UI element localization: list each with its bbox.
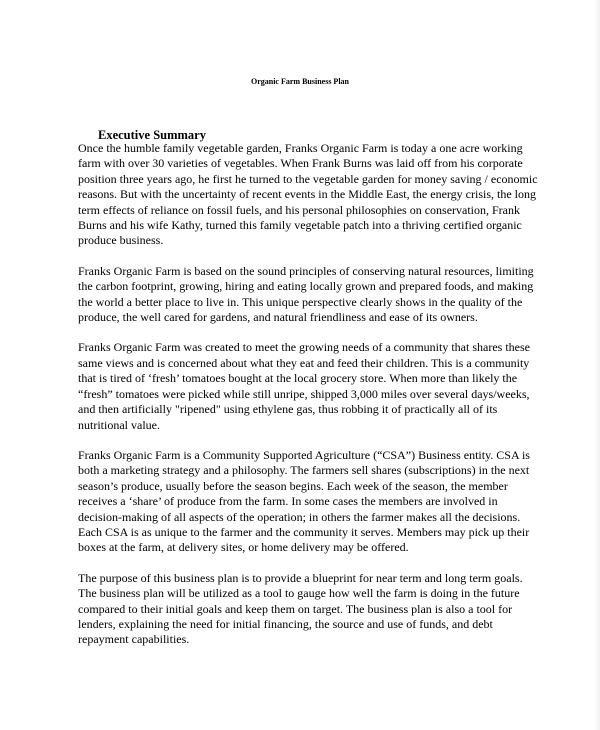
paragraph-5 <box>78 571 528 648</box>
text-line: same views and is concerned about what they eat and feed their children. This is a community <box>78 355 530 370</box>
text-line: nutritional value. <box>78 417 160 432</box>
text-line: Burns and his wife Kathy, turned this family vegetable patch into a thriving certified organic <box>78 218 522 233</box>
text-line: Franks Organic Farm is a Community Supported Agriculture (“CSA”) Business entity. CSA is <box>78 447 530 462</box>
page-edge-shadow <box>594 0 600 730</box>
document-body <box>78 141 538 663</box>
text-line: Franks Organic Farm is based on the sound principles of conserving natural resources, limiting <box>78 263 534 278</box>
text-line: Franks Organic Farm was created to meet the growing needs of a community that shares these <box>78 340 530 355</box>
text-line: lenders, explaining the need for initial financing, the source and use of funds, and debt <box>78 616 493 631</box>
text-line: farm with over 30 varieties of vegetables. When Frank Burns was laid off from his corporate <box>78 156 523 171</box>
paragraph-3 <box>78 340 528 432</box>
text-line: the carbon footprint, growing, hiring and eating locally grown and prepared foods, and making <box>78 279 534 294</box>
text-line: boxes at the farm, at delivery sites, or home delivery may be offered. <box>78 540 409 555</box>
text-line: and then artificially "ripened" using ethylene gas, thus robbing it of practically all of its <box>78 402 498 417</box>
text-line: both a marketing strategy and a philosophy. The farmers sell shares (subscriptions) in the next <box>78 463 530 478</box>
text-line: the world a better place to live in. This unique perspective clearly shows in the quality of the <box>78 294 523 309</box>
text-line: produce, the well cared for gardens, and natural friendliness and ease of its owners. <box>78 310 478 325</box>
paragraph-2 <box>78 263 534 326</box>
document-title: Organic Farm Business Plan <box>250 77 349 86</box>
text-line: reasons. But with the uncertainty of recent events in the Middle East, the energy crisis, the long <box>78 187 536 202</box>
paragraph-4 <box>78 448 528 556</box>
section-heading: Executive Summary <box>98 128 206 142</box>
text-line: compared to their initial goals and keep them on target. The business plan is also a tool for <box>78 601 513 616</box>
text-line: “fresh” tomatoes were picked while still unripe, shipped 3,000 miles over several days/weeks, <box>78 386 530 401</box>
text-line: Each CSA is as unique to the farmer and the community it serves. Members may pick up their <box>78 524 530 539</box>
paragraph-1 <box>78 141 538 249</box>
text-line: season’s produce, usually before the season begins. Each week of the season, the member <box>78 478 508 493</box>
text-line: position three years ago, he first he turned to the vegetable garden for money saving / economic <box>78 171 538 186</box>
text-line: that is tired of ‘fresh’ tomatoes bought at the local grocery store. When more than likely the <box>78 371 518 386</box>
text-line: produce business. <box>78 233 164 248</box>
text-line: receives a ‘share’ of produce from the farm. In some cases the members are involved in <box>78 494 498 509</box>
text-line: Once the humble family vegetable garden, Franks Organic Farm is today a one acre working <box>78 141 523 155</box>
text-line: repayment capabilities. <box>78 632 190 647</box>
text-line: term effects of reliance on fossil fuels, and his personal philosophies on conservation, Frank <box>78 202 521 217</box>
text-line: The purpose of this business plan is to provide a blueprint for near term and long term goals. <box>78 570 523 585</box>
text-line: The business plan will be utilized as a tool to gauge how well the farm is doing in the future <box>78 586 520 601</box>
text-line: decision-making of all aspects of the operation; in others the farmer makes all the decisions. <box>78 509 521 524</box>
